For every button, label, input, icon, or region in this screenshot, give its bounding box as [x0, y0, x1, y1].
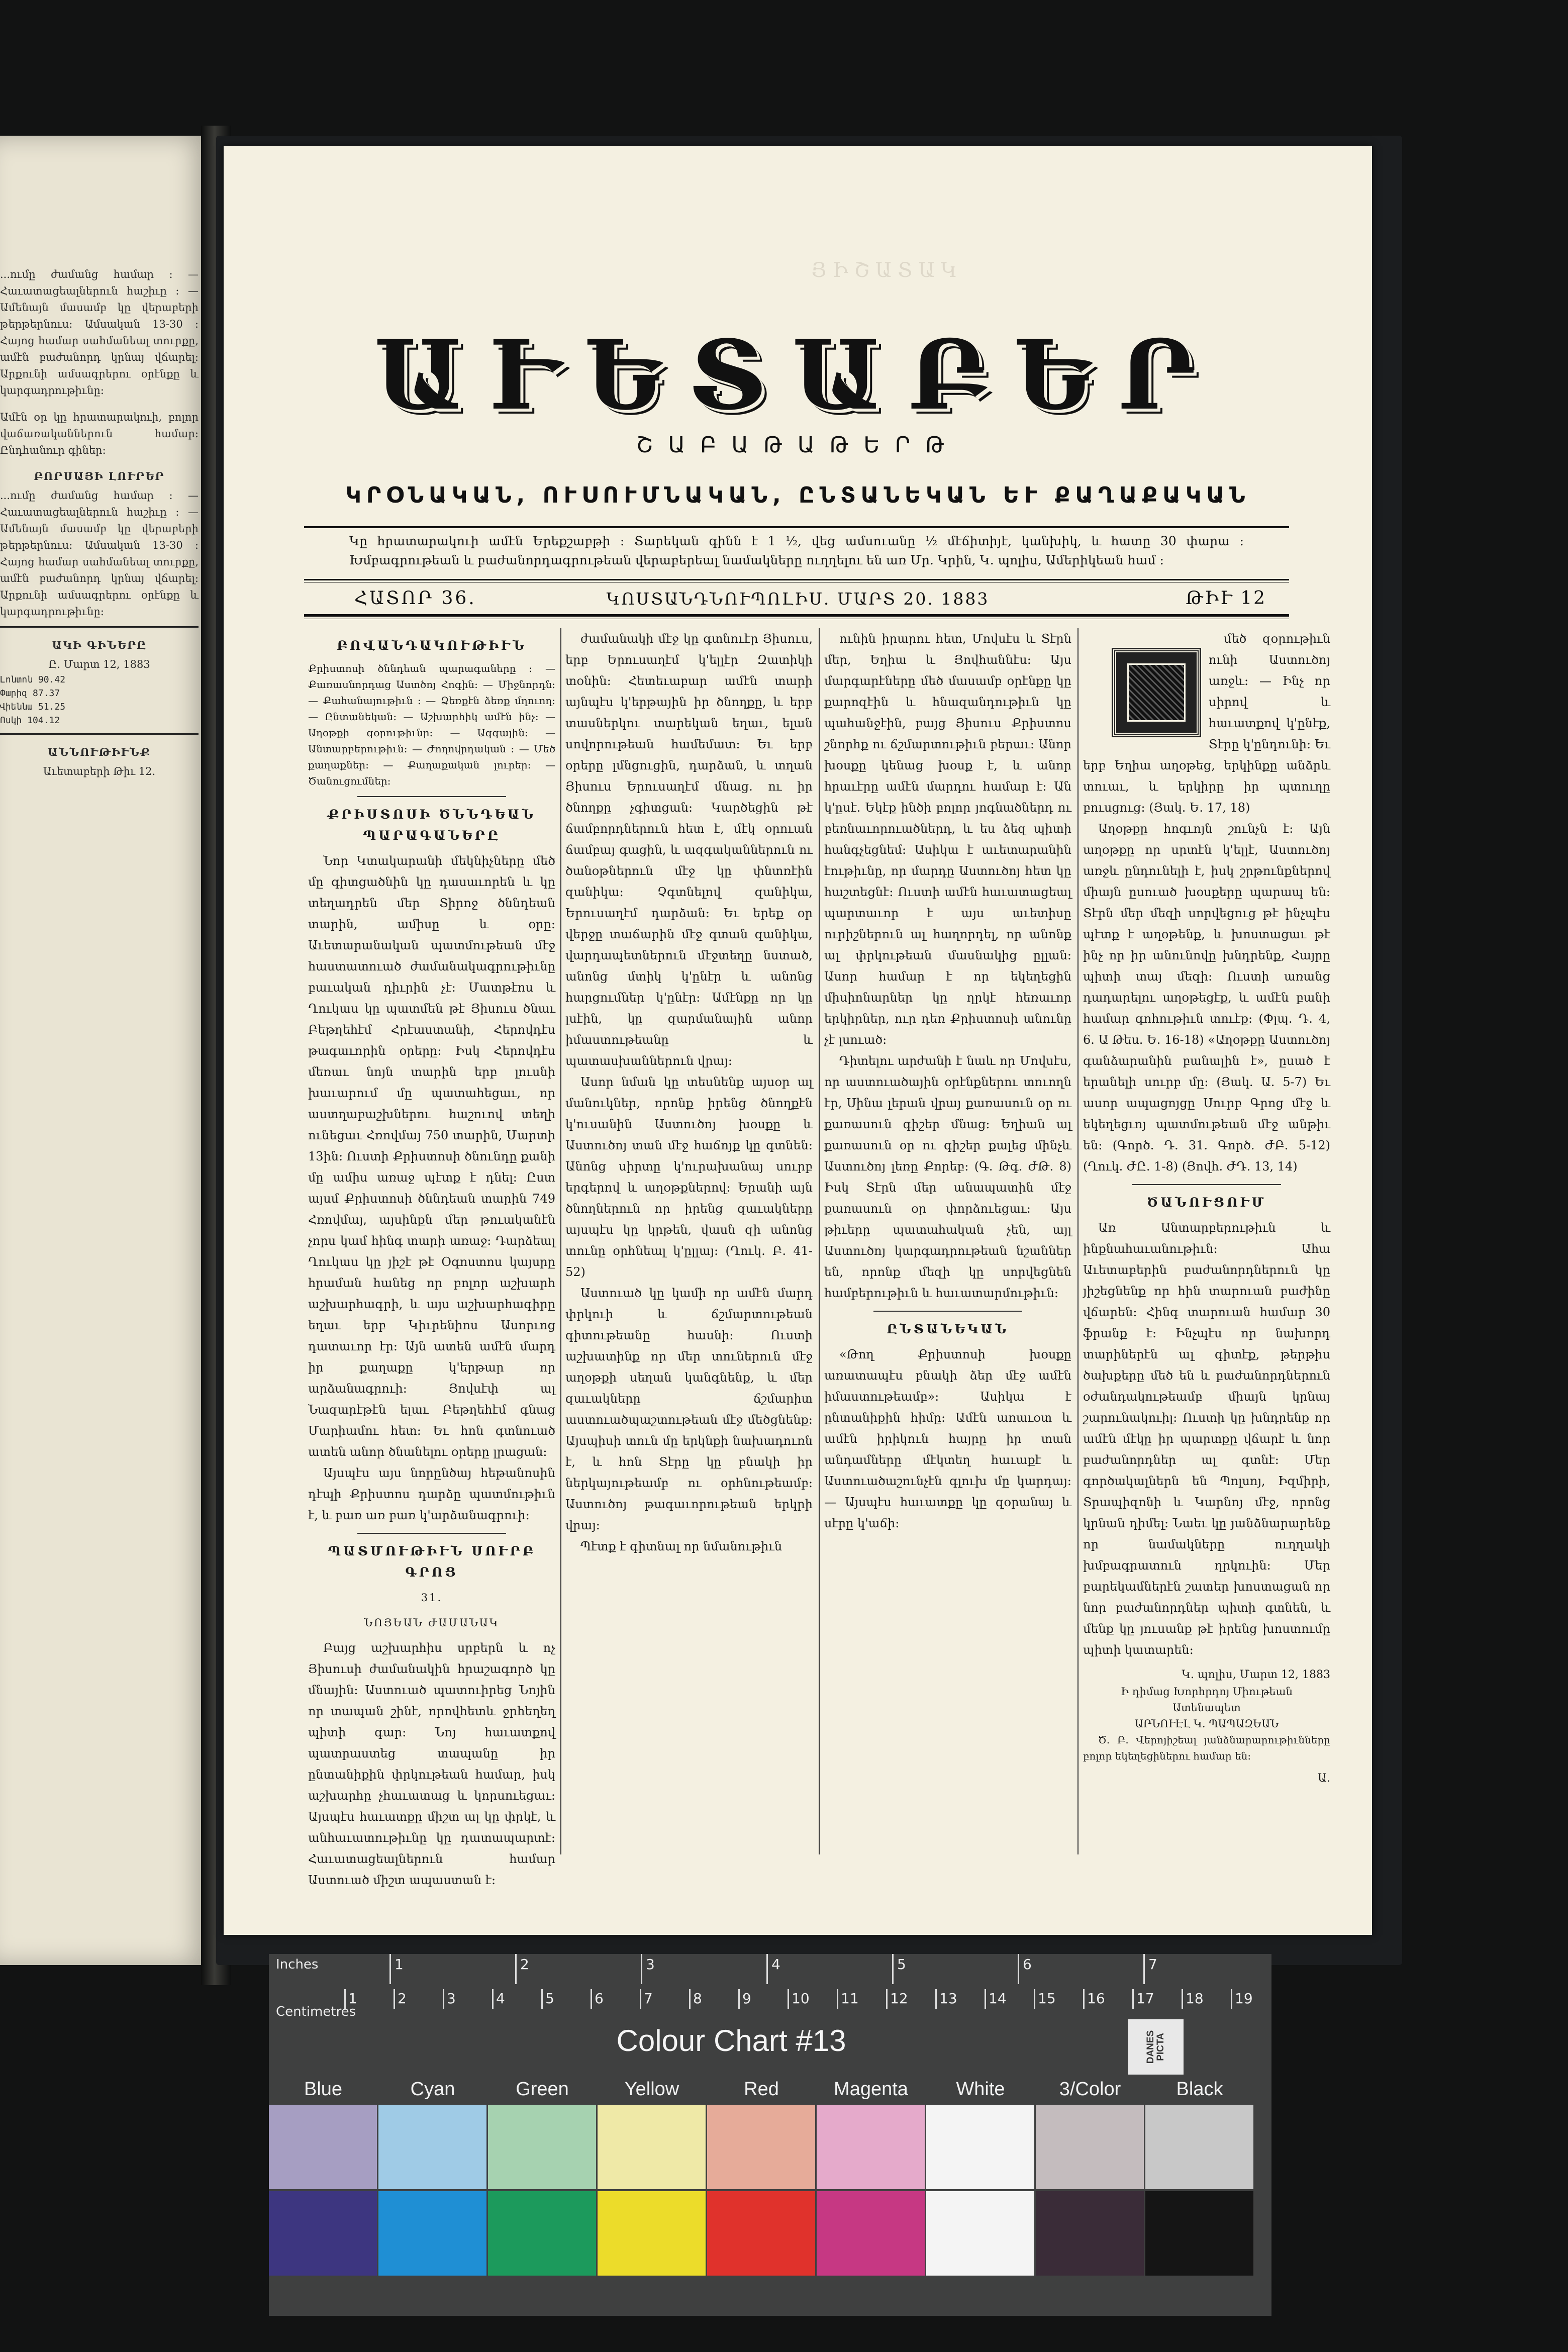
- cm-tick-label: 12: [890, 1990, 908, 2007]
- swatch-light-black: [1145, 2105, 1253, 2189]
- footnote: Ծ. Բ. Վերոյիշեալ յանձնարարութիւնները բոլոր եկեղեցիներու համար են։: [1083, 1734, 1330, 1762]
- left-facing-page: [0, 136, 211, 1965]
- inch-tick-label: 4: [771, 1956, 780, 1973]
- column-2-text-3: Աստուած կը կամի որ ամէն մարդ փրկուի և ճշմարտութեան գիտութեանը հասնի։ Ուստի աշխատինք որ մեր տուներուն մէջ աղօթքի սեղան կանգնենք, և մեր զաւակները ճշմարիտ աստուածպաշտութեան մէջ մեծցնենք։ Այսպիսի տուն մը երկնքի նախադուռն է, և հոն Տէրը կը բնակի իր ներկայութեամբ ու օրհնութեամբ։ Աստուծոյ թագաւորութեան երկրի վրայ։: [565, 1286, 813, 1532]
- swatch-dark-magenta: [817, 2191, 925, 2276]
- cm-tick-label: 10: [792, 1990, 810, 2007]
- inch-tick-label: 3: [646, 1956, 655, 1973]
- cm-tick: [837, 1989, 838, 2009]
- column-divider: [560, 628, 561, 1854]
- column-3-text-3: «Թող Քրիստոսի խօսքը առատապէս բնակի ձեր մէջ ամէն իմաստութեամբ»։ Ասիկա է ընտանիքին հիմը։ Ամէն առաւօտ և ամէն իրիկուն հայրը իր տան անդամները մէկտեղ հաւաքէ և Աստուածաշունչէն գլուխ մը կարդայ։ — Այսպէս հաւատքը կը զօրանայ և սէրը կ'աճի։: [824, 1347, 1071, 1530]
- left-page-rule: [0, 733, 199, 735]
- cm-tick-label: 14: [989, 1990, 1007, 2007]
- cm-tick: [738, 1989, 740, 2009]
- signature-line-1: Ի դիմաց Խորհրդոյ Միութեան: [1121, 1686, 1293, 1698]
- swatch-light-cyan: [378, 2105, 486, 2189]
- cm-tick-label: 5: [545, 1990, 554, 2007]
- issue-number: ԹԻՒ 12: [1186, 588, 1266, 609]
- cm-tick: [492, 1989, 494, 2009]
- swatch-dark-3color: [1036, 2191, 1144, 2276]
- column-3-text-2: Դիտելու արժանի է նաև որ Մովսէս, որ աստուածային օրէնքներու տուողն էր, Սինա լերան վրայ քառասուն օր ու քառասուն գիշեր մնաց։ Եղիան ալ քառասուն օր ու գիշեր քալեց մինչև Աստուծոյ լեռը Քորեբ։ (Գ. Թգ. ԺԹ. 8) Իսկ Տէրն մեր անապատին մէջ քառասուն օր փորձուեցաւ։ Այս թիւերը պատահական չեն, այլ Աստուծոյ կարգադրութեան նշաններ են, որոնք մեզի կը սորվեցնեն համբերութիւն և հաւատարմութիւն։: [824, 1054, 1071, 1300]
- swatch-label-black: Black: [1176, 2079, 1223, 2100]
- column-4-text-2: Աղօթքը հոգւոյն շունչն է։ Այն աղօթքը որ սրտէն կ'ելլէ, Աստուծոյ առջև ընդունելի է, իսկ շրթունքներով միայն ըսուած խօսքերը պարապ են։ Տէրն մեր մեզի սորվեցուց թէ ինչպէս պէտք է աղօթենք, և խոստացաւ թէ ինչ որ իր անունովը խնդրենք, Հայրը պիտի տայ մեզի։ Ուստի առանց դադարելու աղօթեցէք, և ամէն բանի համար գոհութիւն տուէք։ (Փլպ. Դ. 4, 6. Ա Թես. Ե. 16-18) «Աղօթքը Աստուծոյ գանձարանին բանալին է», ըսած է երանելի սուրբ մը։ (Յակ. Ա. 5-7) Եւ ասոր ապացոյցը Սուրբ Գրոց մէջ և եկեղեցւոյ պատմութեան մէջ անթիւ են։ (Գործ. Դ. 31. Գործ. ԺԲ. 5-12) (Ղուկ. ԺԸ. 1-8) (Յովհ. ԺԴ. 13, 14): [1083, 822, 1330, 1173]
- cm-tick: [985, 1989, 986, 2009]
- column-3: [824, 628, 1071, 1870]
- article-conclusion: Այսպէս այս նորընծայ հեթանոսին դէպի Քրիստոս դարձը պատմութիւն է, և բառ առ բառ կ'արձանագրուի։: [308, 1466, 555, 1522]
- story-subheading: ՆՈՅԵԱՆ ԺԱՄԱՆԱԿ: [364, 1617, 500, 1629]
- rule: [304, 526, 1289, 528]
- masthead-categories: ԿՐՕՆԱԿԱՆ, ՈՒՍՈՒՄՆԱԿԱՆ, ԸՆՏԱՆԵԿԱՆ ԵՒ ՔԱՂԱՔԱԿԱՆ: [345, 482, 1250, 508]
- story-text: Բայց աշխարհիս սրբերն և ոչ Յիսուսի ժամանակին հրաշագործ կը մնային։ Աստուած պատուիրեց Նոյին որ տապան շինէ, որովհետև ջրհեղեղ պիտի գար։ Նոյ հաւատքով պատրաստեց տապանը իր ընտանիքին փրկութեան համար, իսկ աշխարհը չհաւատաց և կորսուեցաւ։ Այսպէս հաւատքը միշտ ալ կը փրկէ, և անհաւատութիւնը կը դատապարտէ։ Հաւատացեալներուն համար Աստուած միշտ ապաստան է։: [308, 1641, 555, 1887]
- cm-tick-label: 11: [841, 1990, 859, 2007]
- subscription-notice: Կը հրատարակուի ամէն Երեքշաբթի ։ Տարեկան գինն է 1 ½, վեց ամսուանը ½ մէճիտիյէ, կանխիկ, և հատը 30 փարա ։ Խմբագրութեան և բաժանորդագրութեան վերաբերեալ նամակները ուղղելու են առ Մր. Կրին, Կ. պոլիս, Ամերիկեան համ ։: [349, 534, 1244, 567]
- inch-tick-label: 1: [395, 1956, 404, 1973]
- cm-tick-label: 13: [939, 1990, 957, 2007]
- cm-tick: [1132, 1989, 1134, 2009]
- left-page-heading-1: ԲՈՐՍԱՅԻ ԼՈՒՐԵՐ: [34, 470, 165, 482]
- left-page-rule: [0, 626, 199, 628]
- column-3-text-1: ունին իրարու հետ, Մովսէս և Տէրն մեր, Եղիա և Յովհաննէս։ Այս մարգարէները մեծ մասամբ օրէնքը կը քարոզէին և հնազանդութիւն կը պահանջէին, բայց Յիսուս Քրիստոս շնորհք ու ճշմարտութիւն բերաւ։ Անոր խօսքը կենաց խօսք է, և անոր հրաւէրը ամէն մարդու համար է։ Ան կ'ըսէ. Եկէք ինծի բոլոր յոգնածներդ ու բեռնաւորուածներդ, և ես ձեզ պիտի հանգչեցնեմ։ Ասիկա է աւետարանին էութիւնը, որ մարդը Աստուծոյ հետ կը հաշտեցնէ։ Ուստի ամէն հաւատացեալ պարտաւոր է այս աւետիսը ուրիշներուն ալ հաղորդել, որ անոնք ալ փրկութեան մասնակից ըլլան։ Ասոր համար է որ եկեղեցին միսիոնարներ կը ղրկէ հեռաւոր երկիրներ, ուր դեռ Քրիստոսի անունը չէ լսուած։: [824, 632, 1071, 1047]
- column-2-text-1: ժամանակի մէջ կը գտնուէր Յիսուս, երբ Երուսաղէմ կ'ելլէր Զատիկի տօնին։ Հետեւաբար ամէն տարի այնպէս կ'երթային իր ծնողքը, և երբ տասներկու տարեկան եղաւ, ելան սովորութեան համեմատ։ Եւ երբ օրերը լմնցուցին, դարձան, և տղան Յիսուս Երուսաղէմ մնաց. ու իր ծնողքը չգիտցան։ Կարծեցին թէ ճամբորդներուն հետ է, մէկ օրուան ճամբայ գացին, և ազգականներուն ու ծանօթներուն մէջ կը փնտռէին զանիկա։ Չգտնելով զանիկա, Երուսաղէմ դարձան։ Եւ երեք օր վերջը տաճարին մէջ գտան զանիկա, վարդապետներուն մէջտեղը նստած, անոնց մտիկ կ'ընէր և անոնց հարցումներ կ'ընէր։ Ամէնքը որ կը լսէին, կը զարմանային անոր իմաստութեանը և պատասխաններուն վրայ։: [565, 632, 813, 1068]
- cm-tick-label: 8: [693, 1990, 702, 2007]
- column-2-last-line: Պէտք է գիտնալ որ նմանութիւն: [580, 1539, 782, 1553]
- cm-tick-label: 7: [644, 1990, 653, 2007]
- cm-tick: [541, 1989, 543, 2009]
- cm-tick-label: 4: [496, 1990, 505, 2007]
- rate-row: Լոնտոն 90.42: [0, 674, 66, 685]
- swatch-label-3color: 3/Color: [1059, 2079, 1121, 2100]
- left-page-date: Ը. Մարտ 12, 1883: [48, 658, 150, 670]
- cm-tick: [1034, 1989, 1035, 2009]
- column-divider: [1077, 628, 1079, 1854]
- inch-tick: [641, 1954, 642, 1984]
- article-text: Նոր Կտակարանի մեկնիչները մեծ մը գիտցածնին կը դասաւորեն և կը տեղադրեն մեր Տիրոջ ծննդեան տարին, ամիսը և օրը։ Աւետարանական պատմութեան մէջ հաստատուած ժամանակագրութիւնը բաւական դիւրին չէ։ Մատթէոս և Ղուկաս կը պատմեն թէ Յիսուս ծնաւ Բեթղեհէմ Հրէաստանի, Հերովդէս թագաւորին օրերը։ Իսկ Հերովդէս մեռաւ նոյն տարին երբ լուսնի խաւարում մը պատահեցաւ, որ աստղաբաշխներու հաշուով տեղի ունեցաւ Հռովմայ 750 տարին, Մարտի 13ին։ Ուստի Քրիստոսի ծնունդը քանի մը ամիս առաջ պէտք է դնել։ Ըստ այսմ Քրիստոսի ծննդեան տարին 749 Հռովմայ, այսինքն մեր թուականէն չորս կամ հինգ տարի առաջ։ Դարձեալ Ղուկաս կը յիշէ թէ Օգոստոս կայսրը հրաման հանեց որ բոլոր աշխարհ աշխարհագրի, և այս աշխարհագիրը եղաւ երբ Կիւրենիոս Ասորւոց դատաւոր էր։ Այն ատեն ամէն մարդ իր քաղաքը կ'երթար որ արձանագրուի։ Յովսէփ ալ Նազարէթէն ելաւ Բեթղեհէմ գնաց Մարիամու հետ։ Եւ հոն գտնուած ատեն անոր ծնանելու օրերը լրացան։: [308, 854, 555, 1459]
- colour-chart-title: Colour Chart #13: [616, 2024, 846, 2057]
- contents-text: Քրիստոսի ծննդեան պարագաները ։ — Քառասնորդաց Աստծոյ Հոգին։ — Միջնորդն։ — Քահանայութիւն ։ — Ձեռքէն ձեռք մղուող։ — Ընտանեկան։ — Աշխարհիկ ամէն ինչ։ — Աղօթքի զօրութիւնը։ — Ազգային։ — Անտարբերութիւն։ — Ժողովրդական ։ — Մեծ քաղաքներ։ — Քաղաքական լուրեր։ — Ծանուցումներ։: [308, 662, 555, 787]
- separator: [1132, 1184, 1281, 1185]
- announcement-heading: ԾԱՆՈՒՑՈՒՄ: [1147, 1195, 1266, 1210]
- left-page-text-a: ...ումը ժամանց համար ։ — Հաւատացեալներուն հաշիւը ։ — Ամենայն մասամբ կը վերաբերի թերթերնուս։ Ամսական 13-30 ։ Հայոց համար սահմանեալ տուրքը, ամէն բաժանորդ կրնայ վճարել։ Արքունի ամսագրերու օրէնքը և կարգադրութիւնը։: [0, 268, 199, 397]
- left-page-heading-2: ԱԿԻ ԳԻՆԵՐԸ: [52, 639, 147, 651]
- inch-tick-label: 7: [1148, 1956, 1157, 1973]
- swatch-light-yellow: [598, 2105, 706, 2189]
- swatch-light-white: [926, 2105, 1034, 2189]
- signature-name: ԱՐՆՈՒԷԼ Կ. ՊԱՊԱԶԵԱՆ: [1135, 1718, 1279, 1730]
- swatch-label-magenta: Magenta: [834, 2079, 908, 2100]
- cm-tick-label: 9: [742, 1990, 751, 2007]
- cm-tick: [935, 1989, 937, 2009]
- column-2: [565, 628, 813, 1870]
- volume-number: ՀԱՏՈՐ 36.: [354, 588, 476, 609]
- swatch-dark-green: [488, 2191, 596, 2276]
- colour-chart: [269, 1954, 1271, 2316]
- contents-heading: ԲՈՎԱՆԴԱԿՈՒԹԻՒՆ: [337, 638, 527, 653]
- cm-tick: [689, 1989, 691, 2009]
- separator: [357, 796, 506, 797]
- cm-tick-label: 16: [1087, 1990, 1105, 2007]
- swatch-label-white: White: [956, 2079, 1005, 2100]
- column-2-text-2: Ասոր նման կը տեսնենք այսօր ալ մանուկներ, որոնք իրենց ծնողքէն կ'ուսանին Աստուծոյ խօսքը և Աստուծոյ տան մէջ հաճոյք կը գտնեն։ Անոնց սիրտը կ'ուրախանայ սուրբ երգերով և աղօթքներով։ Երանի այն ծնողներուն որ իրենց զաւակները այսպէս կը կրթեն, վասն զի անոնց տունը օրհնեալ կ'ըլլայ։ (Ղուկ. Բ. 41-52): [565, 1075, 813, 1279]
- cm-tick: [1231, 1989, 1232, 2009]
- separator: [357, 1533, 506, 1534]
- rule: [304, 614, 1289, 617]
- swatch-light-magenta: [817, 2105, 925, 2189]
- swatch-dark-cyan: [378, 2191, 486, 2276]
- swatch-label-green: Green: [516, 2079, 569, 2100]
- family-heading: ԸՆՏԱՆԵԿԱՆ: [887, 1322, 1009, 1336]
- column-4-text-1: մեծ զօրութիւն ունի Աստուծոյ առջև։ — Ինչ որ սիրով և հաւատքով կ'ընէք, Տէրը կ'ընդունի։ Եւ երբ Եղիա աղօթեց, երկինքը անձրև տուաւ, և երկիրը իր պտուղը բուսցուց։ (Յակ. Ե. 17, 18): [1083, 632, 1330, 815]
- inch-tick: [766, 1954, 768, 1984]
- cm-tick: [640, 1989, 641, 2009]
- masthead-title: ԱՒԵՏԱԲԵՐ: [374, 319, 1222, 431]
- swatch-label-cyan: Cyan: [410, 2079, 455, 2100]
- column-4-text-3: Առ Անտարբերութիւն և ինքնահաւանութիւն։ Ահա Աւետաբերին բաժանորդներուն կը յիշեցնենք որ հին տարուան բաժինը վճարեն։ Հինգ տարուան համար 30 ֆրանք է։ Ինչպէս որ նախորդ տարիներէն ալ գիտէք, թերթիս ծախքերը մեծ են և բաժանորդներուն օժանդակութեամբ միայն կրնայ շարունակուիլ։ Ուստի կը խնդրենք որ ամէն մէկը իր պարտքը վճարէ և նոր բաժանորդներ ալ գտնէ։ Մեր գործակալներն են Պոլսոյ, Իզմիրի, Տրապիզոնի և Կարնոյ մէջ, որոնց կրնան դիմել։ Նաեւ կը յանձնարարենք որ նամակները ուղղակի խմբագրատուն ղրկուին։ Մեր բարեկամներէն շատեր խոստացան որ նոր բաժանորդներ պիտի գտնեն, և մենք կը յուսանք թէ իրենց խոստումը պիտի կատարեն։: [1083, 1221, 1330, 1657]
- place-date: Կ. պոլիս, Մարտ 12, 1883: [1182, 1669, 1330, 1681]
- swatch-light-red: [707, 2105, 815, 2189]
- rule: [304, 579, 1289, 580]
- cm-tick: [394, 1989, 395, 2009]
- swatch-dark-red: [707, 2191, 815, 2276]
- rate-row: Ոսկի 104.12: [0, 715, 60, 726]
- cm-tick-label: 2: [398, 1990, 407, 2007]
- cm-tick: [591, 1989, 592, 2009]
- cm-tick-label: 3: [447, 1990, 456, 2007]
- ornamental-seal-image: [1113, 649, 1200, 736]
- rate-row: Վիեննա 51.25: [0, 702, 66, 712]
- inch-tick-label: 5: [897, 1956, 906, 1973]
- swatch-light-3color: [1036, 2105, 1144, 2189]
- cm-tick-label: 6: [595, 1990, 604, 2007]
- cm-tick: [443, 1989, 444, 2009]
- cm-tick-label: 1: [348, 1990, 357, 2007]
- left-page-heading-3: ԱՆՆՈՒԹԻՒՆՔ: [48, 746, 151, 758]
- swatch-dark-black: [1145, 2191, 1253, 2276]
- issue-date: ԿՈՍՏԱՆԴՆՈՒՊՈԼԻՍ. ՄԱՐՏ 20. 1883: [606, 589, 990, 609]
- left-page-text-a-repeat: ...ումը ժամանց համար ։ — Հաւատացեալներուն հաշիւը ։ — Ամենայն մասամբ կը վերաբերի թերթերնուս։ Ամսական 13-30 ։ Հայոց համար սահմանեալ տուրքը, ամէն բաժանորդ կրնայ վճարել։ Արքունի ամսագրերու օրէնքը և կարգադրութիւնը։: [0, 489, 199, 618]
- inch-tick-label: 2: [520, 1956, 529, 1973]
- column-divider: [819, 628, 820, 1854]
- inch-tick-label: 6: [1023, 1956, 1032, 1973]
- story-number: 31.: [421, 1592, 443, 1604]
- footnote-signature: Ա.: [1318, 1772, 1330, 1785]
- ghost-show-through-text: ՅԻՇԱՏԱԿ: [811, 259, 963, 282]
- swatch-dark-yellow: [598, 2191, 706, 2276]
- column-1: [308, 628, 555, 1887]
- masthead-subtitle: ՇԱԲԱԹԱԹԵՐԹ: [636, 432, 959, 458]
- left-page-text-b: Ամէն օր կը հրատարակուի, բոլոր վաճառականներուն համար։ Ընդհանուր գիներ։: [0, 411, 199, 456]
- cm-tick: [886, 1989, 888, 2009]
- seal-pattern: [1127, 663, 1186, 722]
- left-page-rates-table: [0, 673, 199, 727]
- swatch-light-blue: [269, 2105, 377, 2189]
- rate-row: Փարիզ 87.37: [0, 688, 60, 699]
- centimetres-label: Centimetres: [276, 2004, 356, 2019]
- cm-tick: [1083, 1989, 1085, 2009]
- swatch-label-blue: Blue: [304, 2079, 343, 2100]
- cm-tick: [788, 1989, 789, 2009]
- swatch-light-green: [488, 2105, 596, 2189]
- article-heading: ՔՐԻՍՏՈՍԻ ԾՆՆԴԵԱՆ ՊԱՐԱԳԱՆԵՐԸ: [327, 807, 536, 843]
- inches-label: Inches: [276, 1957, 319, 1972]
- story-heading: ՊԱՏՄՈՒԹԻՒՆ ՍՈՒՐԲ ԳՐՈՑ: [328, 1544, 536, 1580]
- inch-tick: [515, 1954, 517, 1984]
- signature-line-2: Ատենապետ: [1172, 1702, 1241, 1714]
- swatch-dark-blue: [269, 2191, 377, 2276]
- cm-tick-label: 15: [1038, 1990, 1056, 2007]
- cm-tick-label: 18: [1186, 1990, 1204, 2007]
- swatch-label-red: Red: [744, 2079, 779, 2100]
- brand-logo: DANES PICTA: [1128, 2019, 1184, 2075]
- inch-tick: [892, 1954, 894, 1984]
- inch-tick: [1143, 1954, 1145, 1984]
- cm-tick: [1182, 1989, 1183, 2009]
- cm-tick-label: 19: [1235, 1990, 1253, 2007]
- column-4: [1083, 628, 1330, 1870]
- separator: [873, 1311, 1022, 1312]
- ruler: [269, 1954, 1271, 2009]
- swatch-dark-white: [926, 2191, 1034, 2276]
- cm-tick-label: 17: [1136, 1990, 1154, 2007]
- left-page-column: [0, 266, 199, 780]
- inch-tick: [389, 1954, 391, 1984]
- swatch-label-yellow: Yellow: [624, 2079, 679, 2100]
- inch-tick: [1018, 1954, 1019, 1984]
- newspaper-page: [224, 146, 1372, 1935]
- left-page-sub: Աւետաբերի Թիւ 12.: [43, 765, 156, 777]
